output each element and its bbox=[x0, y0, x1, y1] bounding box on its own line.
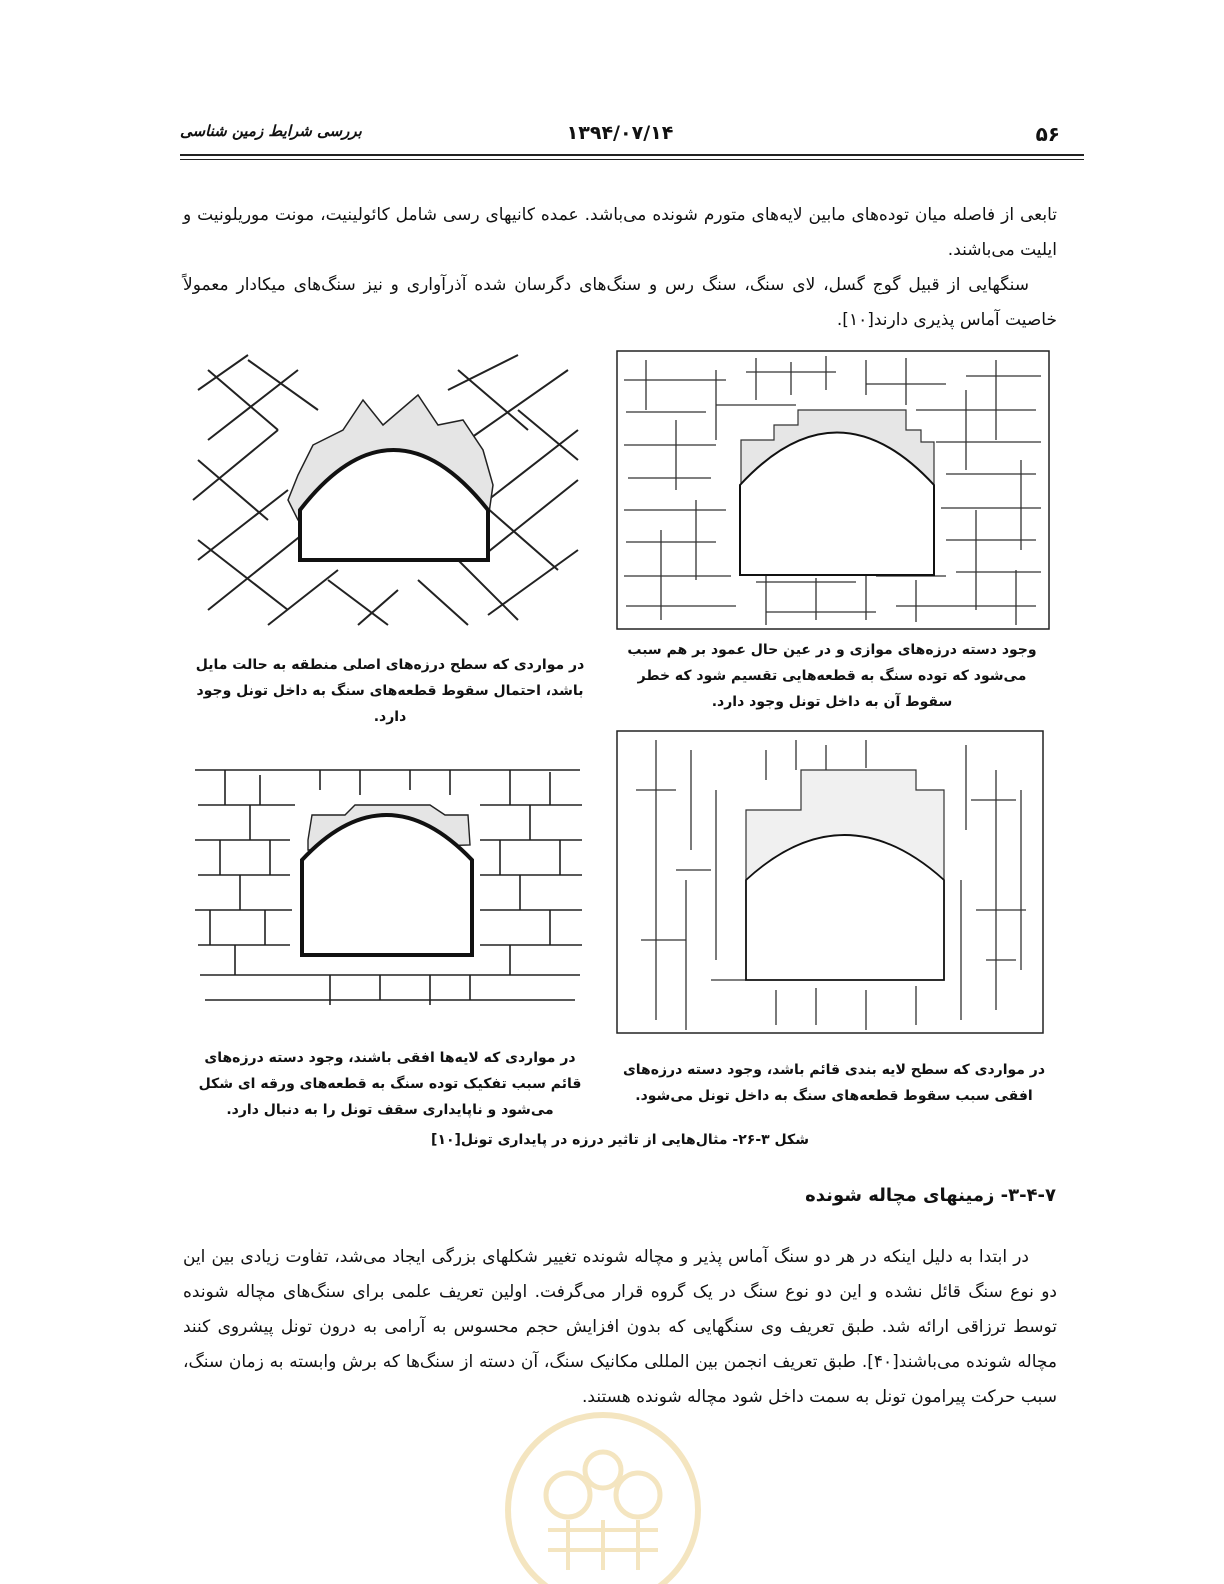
intro-paragraph-1: تابعی از فاصله میان توده‌های مابین لایه‌های متورم شونده می‌باشد. عمده کانیهای رسی شامل کائولینیت، مونت موریلونیت و ایلیت می‌باشند. bbox=[183, 205, 1057, 260]
intro-paragraph-2: سنگهایی از قبیل گوج گسل، لای سنگ، سنگ رس و سنگ‌های دگرسان شده آذرآواری و نیز سنگ‌های میکادار معمولاً خاصیت آماس پذیری دارند[۱۰]. bbox=[183, 275, 1057, 330]
caption-bottom-right: در مواردی که سطح لایه بندی قائم باشد، وجود دسته درزه‌های افقی سبب سقوط قطعه‌های سنگ به داخل تونل می‌شود. bbox=[622, 1062, 1046, 1104]
figure-caption: شکل ۳-۲۶- مثال‌هایی از تاثیر درزه در پایداری تونل[۱۰] bbox=[431, 1132, 809, 1148]
header-rule bbox=[180, 154, 1084, 156]
caption-top-right: وجود دسته درزه‌های موازی و در عین حال عمود بر هم سبب می‌شود که توده سنگ به قطعه‌هایی تقسیم شود که خطر سقوط آن به داخل تونل وجود دارد. bbox=[627, 642, 1037, 710]
caption-bottom-left: در مواردی که لایه‌ها افقی باشند، وجود دسته درزه‌های قائم سبب تفکیک توده سنگ به قطعه‌های ورقه ای شکل می‌شود و ناپایداری سقف تونل را به دنبال دارد. bbox=[198, 1050, 582, 1118]
header-rule-thin bbox=[180, 159, 1084, 160]
watermark-emblem bbox=[488, 1400, 718, 1584]
section-body bbox=[183, 1240, 1057, 1415]
figure-orthogonal-joints bbox=[616, 350, 1050, 630]
intro-text bbox=[183, 198, 1057, 338]
section-paragraph: در ابتدا به دلیل اینکه در هر دو سنگ آماس پذیر و مچاله شونده تغییر شکلهای بزرگی ایجاد می‌شد، تفاوت زیادی بین این دو نوع سنگ قائل نشده و این دو نوع سنگ در یک گروه قرار می‌گرفت. اولین تعریف علمی برای سنگ‌های مچاله شونده توسط ترزاقی ارائه شد. طبق تعریف وی سنگهایی که بدون افزایش حجم محسوس به آرامی به درون تونل پیشروی کنند مچاله شونده می‌باشند[۴۰]. طبق تعریف انجمن بین المللی مکانیک سنگ، آن دسته از سنگ‌ها که برش وابسته به زمان سنگ، سبب حرکت پیرامون تونل به سمت داخل شود مچاله شونده هستند. bbox=[183, 1247, 1057, 1407]
running-title: بررسی شرایط زمین شناسی bbox=[180, 122, 362, 140]
page-number: ۵۶ bbox=[1035, 122, 1060, 146]
figure-horizontal-layers bbox=[190, 760, 588, 1006]
header-date: ۱۳۹۴/۰۷/۱۴ bbox=[566, 122, 674, 144]
running-header bbox=[180, 118, 1060, 148]
caption-top-left: در مواردی که سطح درزه‌های اصلی منطقه به حالت مایل باشد، احتمال سقوط قطعه‌های سنگ به داخل تونل وجود دارد. bbox=[195, 657, 585, 725]
figure-vertical-bedding bbox=[616, 730, 1044, 1034]
figure-inclined-joints bbox=[188, 350, 584, 630]
section-heading: ۳-۴-۷- زمینهای مچاله شونده bbox=[805, 1185, 1056, 1206]
